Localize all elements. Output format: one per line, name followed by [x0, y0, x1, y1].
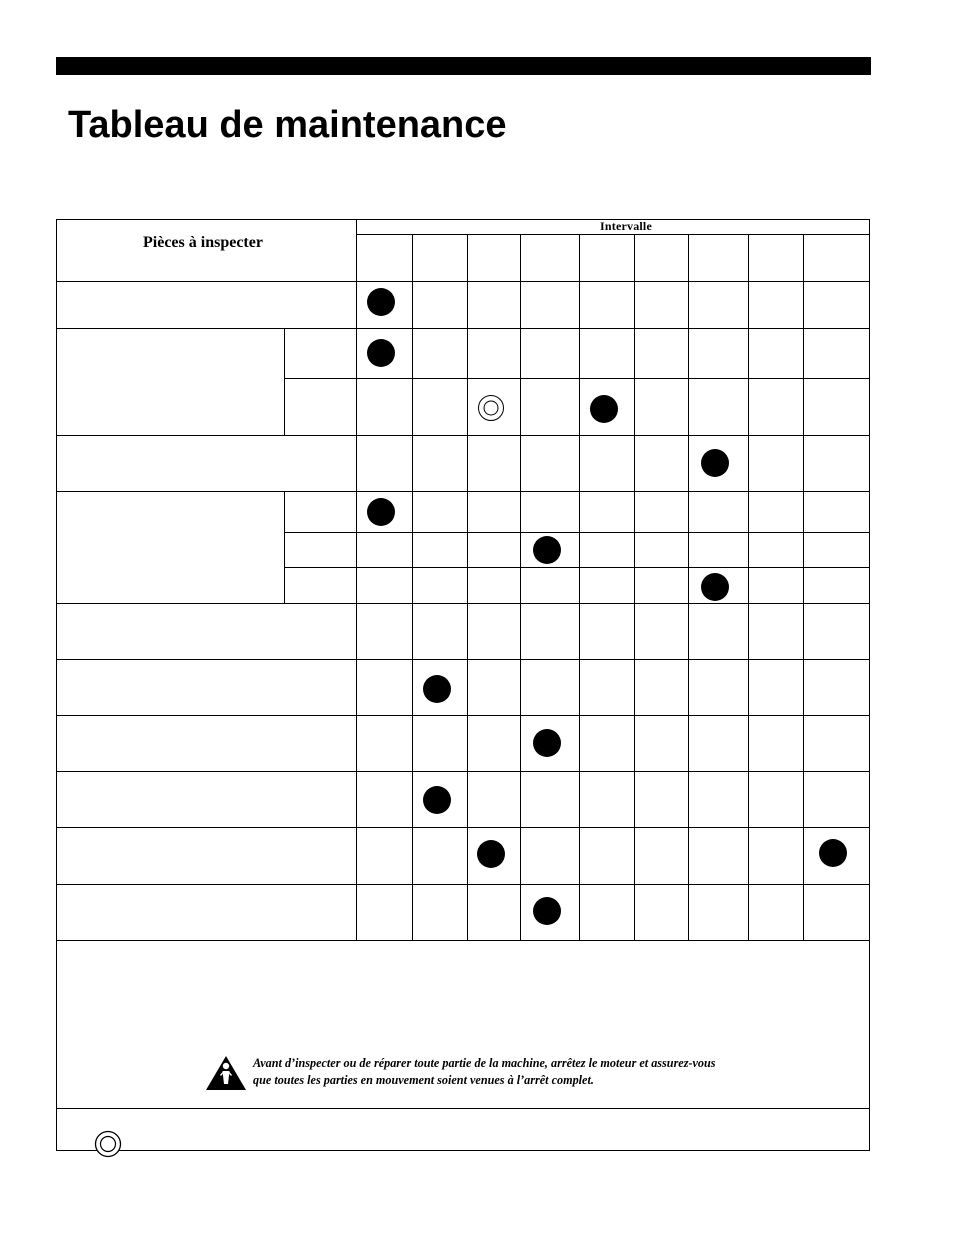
- warning-line-2: que toutes les parties en mouvement soient venues à l’arrêt complet.: [253, 1073, 594, 1087]
- column-line: [579, 234, 580, 940]
- column-line: [520, 234, 521, 940]
- row-line: [57, 715, 869, 716]
- warning-text: [253, 1055, 716, 1089]
- maintenance-table: [56, 219, 870, 1151]
- column-line: [467, 234, 468, 940]
- filled-dot-icon: [367, 339, 395, 367]
- row-line: [284, 378, 869, 379]
- interval-header: Intervalle: [600, 219, 652, 233]
- warning-note: [205, 1054, 825, 1094]
- filled-dot-icon: [477, 840, 505, 868]
- row-line: [57, 659, 869, 660]
- filled-dot-icon: [423, 675, 451, 703]
- filled-dot-icon: [819, 839, 847, 867]
- row-line: [57, 435, 869, 436]
- warning-triangle-icon: [205, 1055, 247, 1091]
- filled-dot-icon: [367, 288, 395, 316]
- column-line: [748, 234, 749, 940]
- filled-dot-icon: [533, 897, 561, 925]
- row-line: [57, 491, 869, 492]
- filled-dot-icon: [533, 729, 561, 757]
- column-line: [803, 234, 804, 940]
- legend-ring-mark: [94, 1130, 122, 1163]
- filled-dot-icon: [590, 395, 618, 423]
- filled-dot-icon: [533, 536, 561, 564]
- row-line: [57, 827, 869, 828]
- top-rule: [56, 57, 871, 75]
- notes-divider-line: [57, 1108, 869, 1109]
- warning-line-1: Avant d’inspecter ou de réparer toute partie de la machine, arrêtez le moteur et assurez-vous: [253, 1056, 716, 1070]
- filled-dot-icon: [701, 573, 729, 601]
- double-ring-icon: [478, 395, 504, 421]
- double-ring-icon: [94, 1130, 122, 1158]
- interval-header-rule: [356, 234, 869, 235]
- column-line: [634, 234, 635, 940]
- row-line: [57, 603, 869, 604]
- row-line: [57, 884, 869, 885]
- parts-header: Pièces à inspecter: [143, 234, 263, 251]
- filled-dot-icon: [367, 498, 395, 526]
- subitem-column-line: [284, 491, 285, 603]
- filled-dot-icon: [701, 449, 729, 477]
- column-line: [412, 234, 413, 940]
- page-title: Tableau de maintenance: [68, 104, 507, 146]
- row-line: [284, 567, 869, 568]
- column-line: [688, 234, 689, 940]
- row-line: [57, 281, 869, 282]
- row-line: [57, 940, 869, 941]
- row-line: [57, 328, 869, 329]
- row-line: [57, 771, 869, 772]
- subitem-column-line: [284, 328, 285, 435]
- row-line: [284, 532, 869, 533]
- filled-dot-icon: [423, 786, 451, 814]
